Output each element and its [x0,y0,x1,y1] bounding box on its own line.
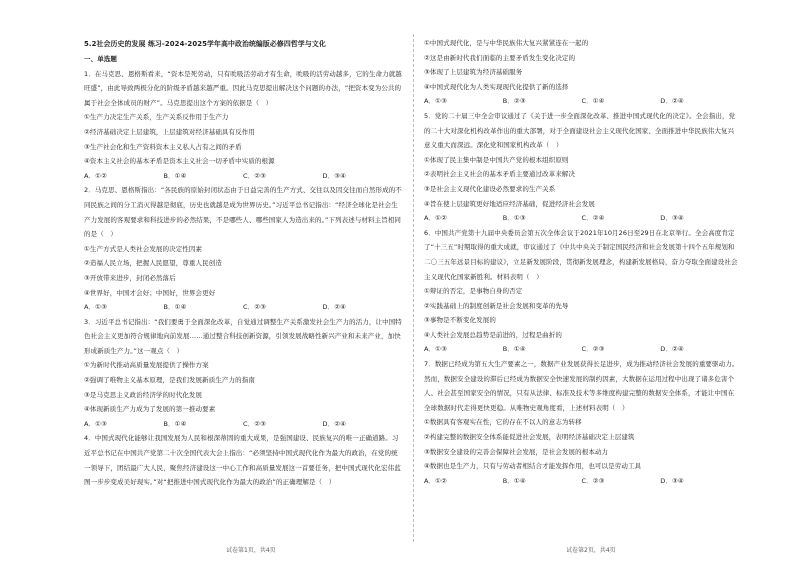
option-c[interactable]: C．②③ [243,171,267,180]
option-c[interactable]: C．②③ [243,419,267,428]
question-6-options [424,342,739,357]
option-b[interactable]: B．①④ [163,303,187,312]
question-7-item-1: ①数据具有客观实在性，它的存在不以人的意志为转移 [424,418,582,427]
option-b[interactable]: B．①④ [502,476,526,485]
question-3-stem: 3．习近平总书记指出：“我们要勇于全面深化改革，自觉通过调整生产关系激发社会生产力的活力，让中国特色社会主义更加符合规律地向前发展……通过整合科技创新资源，引领发展战略性新兴产业和未来产业，加快形成新质生产力。”这一观点（ ） [84,317,402,355]
column-divider [413,34,414,542]
question-3-item-2: ②强调了唯物主义基本原理，是我们发展新质生产力的指南 [84,376,255,385]
page-footer-right: 试卷第2页，共4页 [566,547,616,554]
question-1-item-3: ③生产社会化和生产资料资本主义私人占有之间的矛盾 [84,142,242,151]
option-d[interactable]: D．②④ [322,419,347,428]
option-c[interactable]: C．②③ [581,476,605,485]
option-d[interactable]: D．③④ [660,214,684,223]
option-c[interactable]: C．②③ [581,345,605,354]
question-2-item-4: ④世界好，中国才会好；中国好，世界会更好 [84,288,216,297]
left-column [84,36,402,490]
question-3-options [84,417,402,432]
document-title: 5.2社会历史的发展 练习-2024-2025学年高中政治统编版必修四哲学与文化 [84,40,326,48]
question-4-item-3: ③体现了上层建筑为经济基础服务 [424,68,523,77]
option-b[interactable]: B．①④ [502,345,526,354]
question-2-stem: 2．马克思、恩格斯指出：“各民族的原始封闭状态由于日益完善的生产方式、交往以及因交往而自然形成的不同民族之间的分工消灭得越是彻底，历史也就越是成为世界历史。”习近平总书记指出：“经济全球化是社会生产力发展的客观要求和科技进步的必然结果，不是哪些人、哪些国家人为造出来的。”下列表述与材料主旨相同的是（ ） [84,186,402,239]
question-7-item-3: ③数据安全建设的完善会保障社会发展，是社会发展的根本动力 [424,447,609,456]
question-1-options [84,169,402,184]
question-4-stem: 4．中国式现代化能够让我国发展为人民和根深蒂固的重大成果，是强国建设、民族复兴的唯一正确道路。习近平总书记在中国共产党第二十次全国代表大会上指出：“必须坚持中国式现代化作为最大的政治，在党的统一领导下，团结最广大人民，聚焦经济建设这一中心工作和高质量发展这一首要任务，把中国式现代化宏伟蓝图一步步变成美好现实。”对“把推进中国式现代化作为最大的政治”的正确理解是（ ） [84,434,401,487]
question-1-stem: 1．在马克思、恩格斯看来，“资本是死劳动，只有吮吸活劳动才有生命，吮吸的活劳动越多，它的生命力就越旺盛”，由此导致两极分化的阶级矛盾越来越严重。因此马克思提出解决这个问题的办法，“把资本变为公共的属于社会全体成员的财产”。马克思提出这个方案的依据是（ ） [84,69,402,107]
option-c[interactable]: C．②④ [581,214,605,223]
option-a[interactable]: A．①② [424,476,448,485]
option-b[interactable]: B．①④ [163,171,187,180]
question-6-item-3: ③事物是不断变化发展的 [424,316,496,325]
option-d[interactable]: D．②④ [322,303,347,312]
question-2-item-2: ②造福人民立场，把握人民愿望，尊重人民创造 [84,259,222,268]
option-c[interactable]: C．②③ [243,303,267,312]
option-d[interactable]: D．②④ [660,345,684,354]
question-6-item-4: ④人类社会发展总趋势是前进的，过程是曲折的 [424,330,562,339]
question-4-options [424,94,739,109]
question-7-item-2: ②构建完整的数据安全体系能促进社会发展，表明经济基础决定上层建筑 [424,433,635,442]
question-7-stem: 7．数据已经成为第五大生产要素之一，数据产业发展获得长足进步，成为推动经济社会发展的重要驱动力。然而，数据安全建设的滞后已经成为数据安全快速发展的制约因素，大数据在运用过程中出现了诸多危害个人、社会甚至国家安全的情况，只有从法律、标准及技术等多维度构建完整的数据安全体系，才能让中国在全球数据时代走得更快更稳。从唯物史观角度看，上述材料表明（ ） [424,360,739,412]
question-2-item-1: ①生产方式是人类社会发展的决定性因素 [84,244,203,253]
option-a[interactable]: A．①③ [424,345,448,354]
option-a[interactable]: A．①② [424,214,448,223]
question-7-options [424,474,739,489]
option-a[interactable]: A．①③ [84,303,108,312]
option-a[interactable]: A．①③ [424,97,448,106]
question-1-item-2: ②经济基础决定上层建筑，上层建筑对经济基础具有反作用 [84,127,255,136]
question-5-item-3: ③是社会主义现代化建设必然要求的生产关系 [424,184,556,193]
question-7-item-4: ④数据也是生产力，只有与劳动者相结合才能发挥作用，也可以是劳动工具 [424,462,642,471]
option-a[interactable]: A．①② [84,171,108,180]
option-d[interactable]: D．③④ [660,476,684,485]
page-footer-left: 试卷第1页，共4页 [226,547,276,554]
question-6-stem: 6．中国共产党第十九届中央委员会第五次全体会议于2021年10月26日至29日在北京举行。全会高度肯定了“十三五”时期取得的重大成就，审议通过了《中共中央关于制定国民经济和社会发展第十四个五年规划和二〇三五年远景目标的建议》，立足新发展阶段，贯彻新发展理念，构建新发展格局，奋力夺取全面建设社会主义现代化国家新胜利。材料表明（ ） [424,228,738,281]
question-3-item-4: ④体现新质生产力成为了发展的第一推动要素 [84,405,216,414]
question-1-item-1: ①生产力决定生产关系，生产关系反作用于生产力 [84,113,229,122]
question-5-item-2: ②表明社会主义社会的基本矛盾主要通过改革来解决 [424,170,576,179]
question-2-item-3: ③开放带来进步，封闭必然落后 [84,273,176,282]
question-4-item-1: ①中国式现代化，是与中华民族伟大复兴紧紧连在一起的 [424,39,589,47]
option-d[interactable]: D．②④ [660,97,684,106]
question-6-item-1: ①辩证的否定，是事物自身的否定 [424,287,523,296]
option-d[interactable]: D．③④ [322,171,347,180]
question-1-item-4: ④资本主义社会的基本矛盾是资本主义社会一切矛盾中实质的根源 [84,157,275,166]
option-a[interactable]: A．①③ [84,419,108,428]
option-c[interactable]: C．①④ [581,97,605,106]
option-b[interactable]: B．①④ [163,419,187,428]
question-3-item-1: ①为新时代推动高质量发展提供了操作方案 [84,361,209,370]
question-4-item-4: ④中国式现代化为人类实现现代化提供了新的选择 [424,82,569,91]
question-5-options [424,211,739,226]
question-2-options [84,300,402,315]
option-b[interactable]: B．②③ [502,97,526,106]
question-5-stem: 5．党的二十届三中全会审议通过了《关于进一步全面深化改革、推进中国式现代化的决定》。全会指出，党的二十大对深化机构改革作出的重大部署，对于全面建设社会主义现代化国家、全面推进中华民族伟大复兴意义重大而深远。深化党和国家机构改革（ ） [424,111,736,150]
question-4-item-2: ②这是由新时代我们面临的主要矛盾发生变化决定的 [424,53,576,62]
right-column [424,36,739,488]
question-5-item-1: ①体现了民主集中制是中国共产党的根本组织原则 [424,155,569,164]
question-5-item-4: ④旨在使上层建筑更好地适应经济基础，促进经济社会发展 [424,199,595,208]
question-6-item-2: ②实践基础上的制度创新是社会发展和变革的先导 [424,301,569,310]
option-b[interactable]: B．①③ [502,214,526,223]
question-3-item-3: ③是马克思主义政治经济学的时代化发展 [84,390,203,399]
section-heading: 一、单选题 [84,55,117,63]
